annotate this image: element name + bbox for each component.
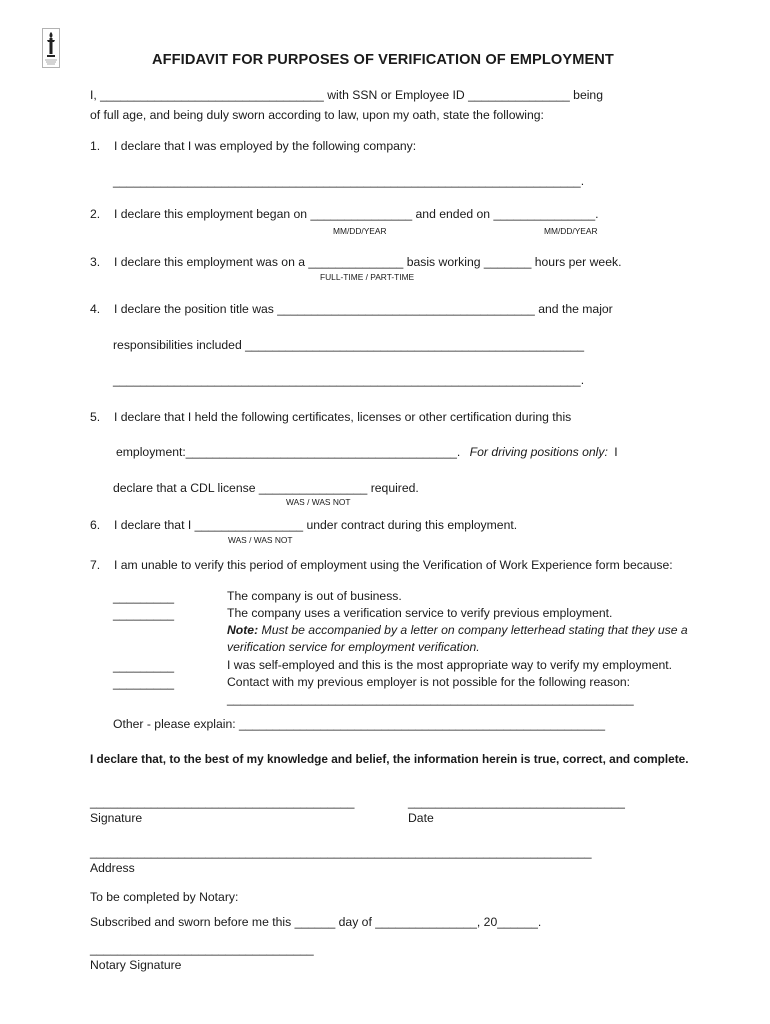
item-5-cdl-line[interactable]: declare that a CDL license ________________ required. — [113, 481, 419, 495]
note-text: Must be accompanied by a letter on company letterhead stating that they use a — [261, 623, 688, 637]
signature-label: Signature — [90, 811, 143, 825]
item-7-text: I am unable to verify this period of employment using the Verification of Work Experience form because: — [114, 558, 673, 572]
reason-4-checkbox-line[interactable]: _________ — [113, 676, 175, 690]
declaration-statement: I declare that, to the best of my knowledge and belief, the information herein is true, correct, and complete. — [90, 752, 689, 766]
item-3-number: 3. — [90, 255, 101, 269]
notary-sworn-line[interactable]: Subscribed and sworn before me this ______ day of _______________, 20______. — [90, 915, 542, 929]
item-5-line-end: I — [614, 445, 618, 459]
item-2-number: 2. — [90, 207, 101, 221]
notary-heading: To be completed by Notary: — [90, 890, 239, 904]
item-5-certifications-line[interactable]: employment:________________________________________. — [116, 445, 461, 459]
notary-signature-line[interactable]: _________________________________ — [90, 942, 314, 956]
item-3-basis-hint: FULL-TIME / PART-TIME — [320, 272, 415, 282]
note-label: Note: — [227, 623, 259, 637]
date-label: Date — [408, 811, 434, 825]
item-1-number: 1. — [90, 139, 101, 153]
item-6-text[interactable]: I declare that I ________________ under contract during this employment. — [114, 518, 518, 532]
item-5-cdl-hint: WAS / WAS NOT — [286, 497, 351, 507]
item-2-start-hint: MM/DD/YEAR — [333, 226, 387, 236]
date-line[interactable]: ________________________________ — [408, 795, 625, 809]
item-4-responsibilities-cont[interactable]: _____________________________________________________________________. — [113, 373, 585, 387]
item-6-number: 6. — [90, 518, 101, 532]
intro-line-1[interactable]: I, _________________________________ with SSN or Employee ID _______________ being — [90, 88, 603, 102]
page-title: AFFIDAVIT FOR PURPOSES OF VERIFICATION OF EMPLOYMENT — [152, 52, 614, 68]
signature-line[interactable]: _______________________________________ — [90, 795, 355, 809]
reason-1-text: The company is out of business. — [227, 589, 402, 603]
item-4-text[interactable]: I declare the position title was ______________________________________ and the major — [114, 302, 613, 316]
item-2-text[interactable]: I declare this employment began on _______________ and ended on _______________. — [114, 207, 599, 221]
reason-4-text: Contact with my previous employer is not possible for the following reason: — [227, 675, 631, 689]
reason-3-checkbox-line[interactable]: _________ — [113, 659, 175, 673]
driving-positions-note: For driving positions only: — [469, 445, 608, 459]
item-5-certifications-field[interactable] — [116, 445, 618, 460]
address-line[interactable]: __________________________________________________________________________ — [90, 845, 592, 859]
item-6-contract-hint: WAS / WAS NOT — [228, 535, 293, 545]
item-7-number: 7. — [90, 558, 101, 572]
reason-4-explain-field[interactable]: ____________________________________________________________ — [227, 692, 634, 706]
item-4-number: 4. — [90, 302, 101, 316]
reason-2-note — [227, 623, 688, 638]
reason-1-checkbox-line[interactable]: _________ — [113, 590, 175, 604]
item-5-number: 5. — [90, 410, 101, 424]
item-1-text: I declare that I was employed by the following company: — [114, 139, 417, 153]
reason-2-text: The company uses a verification service to verify previous employment. — [227, 606, 613, 620]
item-3-text[interactable]: I declare this employment was on a ______________ basis working _______ hours per week. — [114, 255, 622, 269]
agency-seal-logo — [42, 28, 60, 68]
item-1-company-field[interactable]: _____________________________________________________________________. — [113, 174, 585, 188]
reason-3-text: I was self-employed and this is the most appropriate way to verify my employment. — [227, 658, 673, 672]
notary-signature-label: Notary Signature — [90, 958, 182, 972]
reason-2-checkbox-line[interactable]: _________ — [113, 607, 175, 621]
item-4-responsibilities[interactable]: responsibilities included __________________________________________________ — [113, 338, 585, 352]
reason-2-note-cont: verification service for employment verification. — [227, 640, 480, 654]
item-2-end-hint: MM/DD/YEAR — [544, 226, 598, 236]
other-explain-field[interactable]: Other - please explain: ______________________________________________________ — [113, 717, 606, 731]
address-label: Address — [90, 861, 135, 875]
intro-line-2: of full age, and being duly sworn according to law, upon my oath, state the following: — [90, 108, 544, 122]
item-5-text: I declare that I held the following certificates, licenses or other certification during this — [114, 410, 572, 424]
